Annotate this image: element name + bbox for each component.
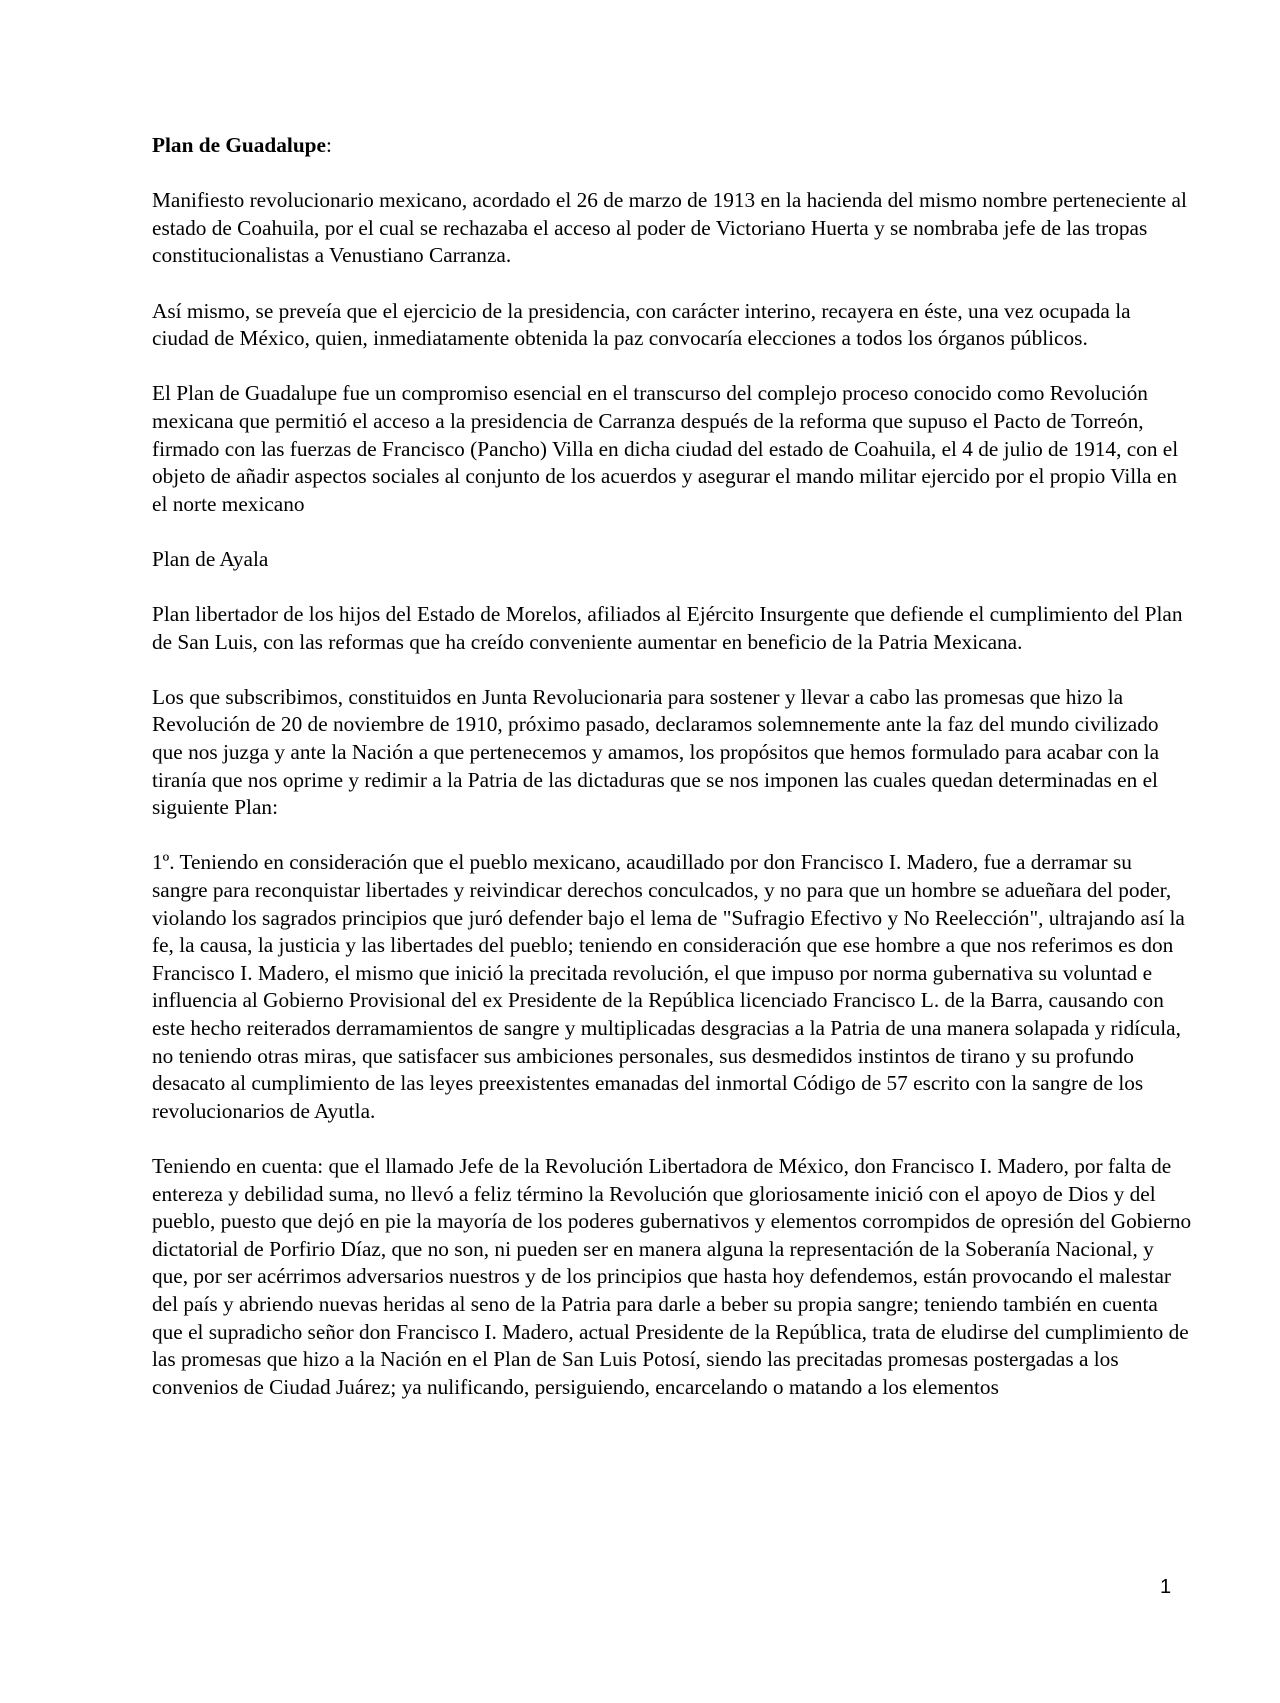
paragraph-interim-presidency: Así mismo, se preveía que el ejercicio de la presidencia, con carácter interino, recayera en éste, una vez ocupada la ciudad de México, quien, inmediatamente obtenida la paz convocaría elecciones a todos los órganos públicos. bbox=[152, 298, 1131, 351]
paragraph-considering: Teniendo en cuenta: que el llamado Jefe de la Revolución Libertadora de México, don Francisco I. Madero, por falta de entereza y debilidad suma, no llevó a feliz término la Revolución que gloriosamente inició con el apoyo de Dios y del pueblo, puesto que dejó en pie la mayoría de los poderes gubernativos y elementos corrompidos de opresión del Gobierno dictatorial de Porfirio Díaz, que no son, ni pueden ser en manera alguna la representación de la Soberanía Nacional, y que, por ser acérrimos adversarios nuestros y de los principios que hasta hoy defendemos, están provocando el malestar del país y abriendo nuevas heridas al seno de la Patria para darle a beber su propia sangre; teniendo también en cuenta que el supradicho señor don Francisco I. Madero, actual Presidente de la República, trata de eludirse del cumplimiento de las promesas que hizo a la Nación en el Plan de San Luis Potosí, siendo las precitadas promesas postergadas a los convenios de Ciudad Juárez; ya nulificando, persiguiendo, encarcelando o matando a los elementos bbox=[152, 1153, 1192, 1399]
paragraph-intro: Manifiesto revolucionario mexicano, acordado el 26 de marzo de 1913 en la hacienda del mismo nombre perteneciente al estado de Coahuila, por el cual se rechazaba el acceso al poder de Victoriano Huerta y se nombraba jefe de las tropas constitucionalistas a Venustiano Carranza. bbox=[152, 188, 1187, 268]
section-heading-plan-de-ayala: Plan de Ayala bbox=[152, 546, 269, 571]
paragraph-article-1: 1º. Teniendo en consideración que el pueblo mexicano, acaudillado por don Francisco I. Madero, fue a derramar su sangre para reconquistar libertades y reivindicar derechos conculcados, y no para que un hombre se adueñara del poder, violando los sagrados principios que juró defender bajo el lema de "Sufragio Efectivo y No Reelección", ultrajando así la fe, la causa, la justicia y las libertades del pueblo; teniendo en consideración que ese hombre a que nos referimos es don Francisco I. Madero, el mismo que inició la precitada revolución, el que impuso por norma gubernativa su voluntad e influencia al Gobierno Provisional del ex Presidente de la República licenciado Francisco L. de la Barra, causando con este hecho reiterados derramamientos de sangre y multiplicadas desgracias a la Patria de una manera solapada y ridícula, no teniendo otras miras, que satisfacer sus ambiciones personales, sus desmedidos instintos de tirano y su profundo desacato al cumplimiento de las leyes preexistentes emanadas del inmortal Código de 57 escrito con la sangre de los revolucionarios de Ayutla. bbox=[152, 850, 1185, 1123]
title-colon: : bbox=[325, 133, 332, 157]
paragraph-commitment: El Plan de Guadalupe fue un compromiso esencial en el transcurso del complejo proceso conocido como Revolución mexicana que permitió el acceso a la presidencia de Carranza después de la reforma que supuso el Pacto de Torreón, firmado con las fuerzas de Francisco (Pancho) Villa en dicha ciudad del estado de Coahuila, el 4 de julio de 1914, con el objeto de añadir aspectos sociales al conjunto de los acuerdos y asegurar el mando militar ejercido por el propio Villa en el norte mexicano bbox=[152, 381, 1179, 516]
document-title-line bbox=[152, 132, 1192, 160]
paragraph-junta: Los que subscribimos, constituidos en Junta Revolucionaria para sostener y llevar a cabo las promesas que hizo la Revolución de 20 de noviembre de 1910, próximo pasado, declaramos solemnemente ante la faz del mundo civilizado que nos juzga y ante la Nación a que pertenecemos y amamos, los propósitos que hemos formulado para acabar con la tiranía que nos oprime y redimir a la Patria de las dictaduras que se nos imponen las cuales quedan determinadas en el siguiente Plan: bbox=[152, 684, 1160, 820]
paragraph-ayala-intro: Plan libertador de los hijos del Estado de Morelos, afiliados al Ejército Insurgente que defiende el cumplimiento del Plan de San Luis, con las reformas que ha creído conveniente aumentar en beneficio de la Patria Mexicana. bbox=[152, 602, 1183, 654]
document-body bbox=[152, 132, 1192, 1429]
document-title: Plan de Guadalupe bbox=[152, 133, 326, 157]
page-number: 1 bbox=[1160, 1576, 1172, 1598]
